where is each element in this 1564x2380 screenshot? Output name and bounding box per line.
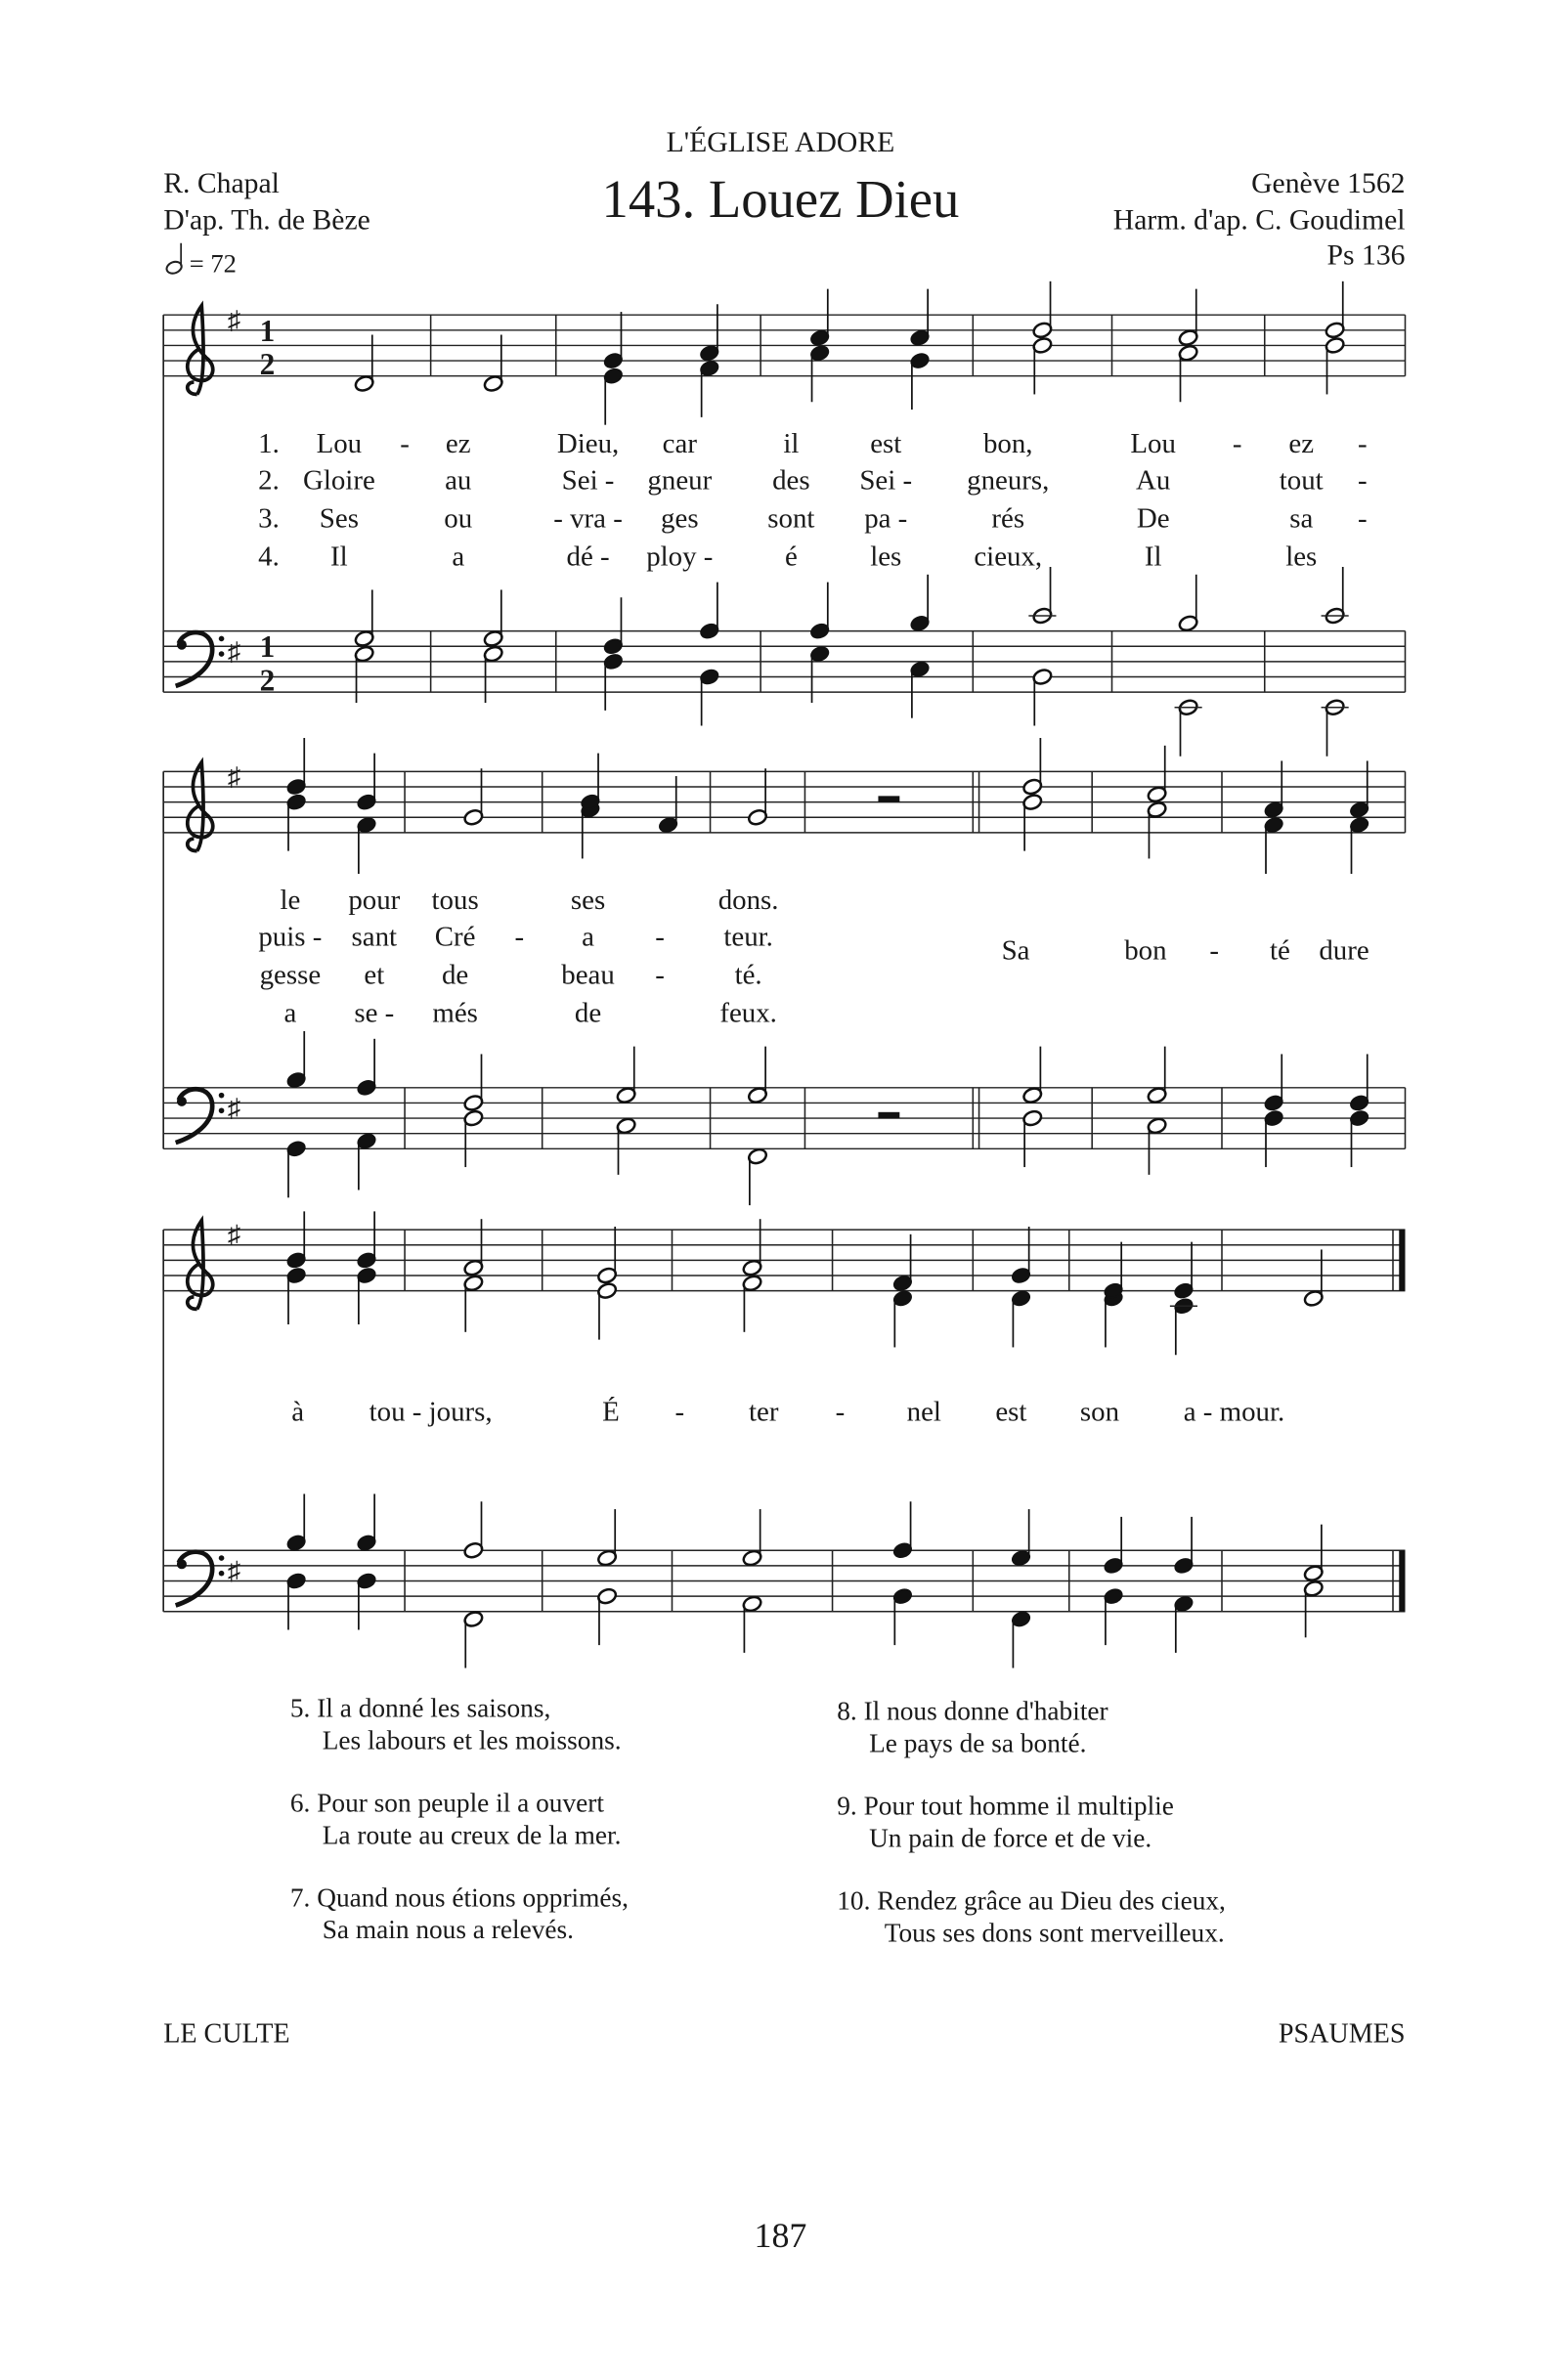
lyric-syllable: a: [582, 921, 594, 953]
lyric-syllable: ez: [445, 427, 471, 459]
verse-6: [290, 1788, 622, 1849]
time-signature-bottom: 2: [259, 663, 276, 698]
key-signature-sharp: ♯: [227, 1220, 241, 1250]
verse-line: 10. Rendez grâce au Dieu des cieux,: [837, 1885, 1226, 1916]
lyric-syllable: Lou: [316, 427, 363, 459]
key-signature-sharp: ♯: [227, 305, 241, 335]
time-signature-top: 1: [259, 313, 276, 348]
chord: [1011, 1509, 1032, 1668]
lyric-syllable: se -: [354, 997, 395, 1029]
final-barline: [1399, 1230, 1405, 1291]
lyric-syllable: Il: [1144, 541, 1162, 573]
verse-line: 5. Il a donné les saisons,: [289, 1693, 551, 1723]
lyric-syllable: a: [283, 997, 297, 1029]
lyric-syllable: Il: [330, 541, 348, 573]
lyric-syllable: tous: [431, 885, 479, 916]
lyric-syllable: é: [784, 541, 798, 573]
bass-staff: [163, 1493, 1405, 1667]
verse-4-lyrics: [283, 998, 776, 1029]
author-line-1: R. Chapal: [163, 168, 280, 200]
lyric-syllable: Gloire: [302, 464, 375, 497]
lyric-syllable: tou - jours,: [369, 1396, 493, 1428]
footer-right: PSAUMES: [1278, 2018, 1406, 2050]
lyric-syllable: 4.: [258, 541, 280, 573]
half-rest: [878, 796, 899, 801]
chord: [285, 738, 307, 851]
verse-line: 6. Pour son peuple il a ouvert: [289, 1788, 604, 1818]
source-line-2: Harm. d'ap. C. Goudimel: [1112, 204, 1406, 237]
lyric-syllable: les: [1285, 541, 1318, 573]
source-line-3: Ps 136: [1326, 239, 1406, 272]
lyric-syllable: - vra -: [553, 502, 623, 535]
lyric-syllable: feux.: [719, 997, 777, 1029]
lyric-syllable: ges: [661, 502, 699, 535]
lyric-syllable: -: [1209, 934, 1219, 967]
lyric-syllable: -: [1232, 427, 1242, 459]
lyric-syllable: de: [441, 959, 469, 991]
chord: [483, 335, 504, 393]
lyric-syllable: pa -: [864, 502, 908, 535]
chord: [747, 768, 768, 826]
chord: [356, 1211, 377, 1324]
lyric-syllable: É: [602, 1396, 620, 1428]
lyric-syllable: de: [574, 997, 602, 1029]
lyric-syllable: -: [655, 959, 665, 991]
lyric-syllable: -: [514, 921, 525, 953]
lyric-syllable: ou: [444, 502, 473, 535]
verse-8: [837, 1697, 1108, 1758]
chord: [463, 768, 485, 826]
refrain-lyrics: [291, 1395, 1284, 1427]
verse-line: 7. Quand nous étions opprimés,: [289, 1882, 630, 1913]
verse-4-lyrics: [258, 541, 1317, 572]
lyric-syllable: son: [1079, 1396, 1120, 1428]
chord: [1325, 281, 1346, 395]
lyric-syllable: De: [1136, 502, 1170, 535]
verse-1-lyrics: [258, 428, 1367, 459]
lyric-syllable: Dieu,: [556, 427, 620, 459]
verse-3-lyrics: [260, 960, 762, 991]
treble-clef-icon: [188, 762, 213, 851]
verse-7: [290, 1882, 629, 1944]
bass-staff: [163, 567, 1405, 757]
lyric-syllable: Sei -: [859, 464, 913, 497]
additional-verses: [290, 1694, 1226, 1948]
verse-line: 8. Il nous donne d'habiter: [837, 1696, 1108, 1726]
bass-staff: [163, 1031, 1405, 1205]
lyric-syllable: est: [995, 1396, 1027, 1428]
half-rest: [878, 1112, 899, 1118]
chord: [602, 597, 624, 711]
treble-staff: [163, 738, 1405, 874]
lyric-syllable: gneurs,: [967, 464, 1050, 497]
lyric-syllable: 3.: [258, 502, 280, 535]
chord: [1263, 1054, 1284, 1167]
verse-line: 9. Pour tout homme il multiplie: [837, 1791, 1174, 1821]
chord: [463, 1054, 485, 1167]
bass-clef-icon: [176, 1552, 225, 1606]
chord: [596, 1227, 618, 1340]
lyric-syllable: et: [364, 959, 385, 991]
verse-line: Les labours et les moissons.: [322, 1725, 622, 1755]
lyric-syllable: teur.: [723, 921, 773, 953]
verse-2-lyrics: [258, 464, 1367, 496]
chord: [658, 776, 679, 834]
lyric-syllable: -: [674, 1396, 685, 1428]
lyric-syllable: 2.: [258, 464, 280, 497]
chord: [747, 1047, 768, 1206]
lyric-syllable: a - mour.: [1183, 1396, 1285, 1428]
lyric-syllable: dé -: [566, 541, 610, 573]
lyric-syllable: -: [400, 427, 410, 459]
chord: [909, 289, 931, 410]
lyric-syllable: té: [1269, 934, 1290, 967]
chord: [616, 1047, 637, 1175]
lyric-syllable: -: [1357, 464, 1368, 497]
lyric-syllable: sant: [351, 921, 398, 953]
chord: [580, 754, 601, 859]
lyric-syllable: Sei -: [561, 464, 615, 497]
lyric-syllable: tout: [1279, 464, 1324, 497]
verse-3-lyrics: [258, 502, 1367, 534]
chord: [1021, 738, 1043, 851]
lyric-syllable: le: [280, 885, 301, 916]
verse-2-lyrics: [258, 922, 773, 953]
chord: [1303, 1249, 1325, 1307]
lyric-syllable: bon: [1124, 934, 1167, 967]
lyric-syllable: -: [1357, 502, 1368, 535]
treble-clef-icon: [188, 306, 213, 395]
bass-clef-icon: [176, 1089, 225, 1143]
refrain-lyrics: [1002, 935, 1369, 967]
verse-1-lyrics: [280, 885, 778, 916]
lyric-syllable: bon,: [982, 427, 1033, 459]
lyric-syllable: dure: [1319, 934, 1369, 967]
lyric-syllable: cieux,: [974, 541, 1043, 573]
source-line-1: Genève 1562: [1251, 168, 1406, 200]
verse-line: Sa main nous a relevés.: [322, 1915, 574, 1945]
lyric-syllable: sont: [767, 502, 815, 535]
verse-5: [290, 1694, 622, 1755]
lyric-syllable: nel: [906, 1396, 941, 1428]
tempo-marking: = 72: [189, 248, 237, 279]
lyric-syllable: à: [291, 1396, 305, 1428]
verse-line: Tous ses dons sont merveilleux.: [884, 1918, 1225, 1948]
lyric-syllable: Lou: [1130, 427, 1176, 459]
treble-staff: [163, 1211, 1405, 1355]
lyric-syllable: gneur: [647, 464, 713, 497]
chord: [1175, 575, 1202, 757]
chord: [1032, 281, 1054, 395]
lyric-syllable: ses: [570, 885, 606, 916]
lyric-syllable: dons.: [717, 885, 779, 916]
verse-line: Le pays de sa bonté.: [869, 1728, 1087, 1758]
lyric-syllable: a: [452, 541, 465, 573]
lyric-syllable: des: [772, 464, 810, 497]
chord: [809, 583, 831, 703]
lyric-syllable: té.: [734, 959, 762, 991]
lyric-syllable: més: [432, 997, 478, 1029]
chord: [1170, 1242, 1197, 1356]
lyric-syllable: 1.: [258, 427, 280, 459]
lyric-syllable: Sa: [1001, 934, 1030, 967]
lyric-syllable: car: [662, 427, 697, 459]
lyric-syllable: rés: [991, 502, 1025, 535]
lyric-syllable: beau: [561, 959, 615, 991]
chord: [1349, 1054, 1370, 1167]
lyric-syllable: -: [1357, 427, 1368, 459]
time-signature-bottom: 2: [259, 347, 276, 382]
section-heading: L'ÉGLISE ADORE: [666, 127, 895, 158]
verse-9: [837, 1792, 1174, 1853]
time-signature-top: 1: [259, 629, 276, 665]
chord: [602, 312, 624, 425]
half-note-icon: [165, 243, 184, 276]
final-barline: [1399, 1550, 1405, 1612]
lyric-syllable: il: [783, 427, 800, 459]
lyric-syllable: gesse: [259, 959, 322, 991]
lyric-syllable: -: [655, 921, 665, 953]
chord: [463, 1501, 485, 1667]
chord: [356, 1039, 377, 1190]
chord: [596, 1509, 618, 1645]
lyric-syllable: est: [870, 427, 902, 459]
lyrics: [258, 428, 1369, 1428]
lyric-syllable: ez: [1288, 427, 1315, 459]
treble-clef-icon: [188, 1221, 213, 1310]
hymn-title: 143. Louez Dieu: [601, 169, 960, 230]
chord: [285, 1211, 307, 1324]
lyric-syllable: ploy -: [646, 541, 714, 573]
lyric-syllable: Cré: [434, 921, 476, 953]
chord: [1147, 1047, 1168, 1175]
author-line-2: D'ap. Th. de Bèze: [163, 204, 370, 237]
chord: [892, 1501, 914, 1645]
chord: [356, 1493, 377, 1629]
verse-line: La route au creux de la mer.: [322, 1820, 622, 1850]
chord: [1173, 1517, 1195, 1653]
chord: [285, 1493, 307, 1629]
lyric-syllable: au: [445, 464, 472, 497]
lyric-syllable: puis -: [258, 921, 323, 953]
key-signature-sharp: ♯: [227, 1555, 241, 1585]
lyric-syllable: Au: [1136, 464, 1171, 497]
page-number: 187: [754, 2215, 807, 2255]
lyric-syllable: sa: [1289, 502, 1314, 535]
chord: [285, 1031, 307, 1197]
lyric-syllable: Ses: [319, 502, 359, 535]
lyric-syllable: ter: [749, 1396, 779, 1428]
footer-left: LE CULTE: [163, 2018, 290, 2050]
chord: [354, 335, 375, 393]
lyric-syllable: pour: [348, 885, 401, 916]
treble-staff: [163, 281, 1405, 425]
bass-clef-icon: [176, 632, 225, 686]
chord: [699, 583, 720, 726]
key-signature-sharp: ♯: [227, 1093, 241, 1123]
lyric-syllable: -: [835, 1396, 846, 1428]
verse-line: Un pain de force et de vie.: [869, 1823, 1152, 1853]
verse-10: [837, 1885, 1226, 1947]
key-signature-sharp: ♯: [227, 761, 241, 792]
lyric-syllable: les: [870, 541, 902, 573]
key-signature-sharp: ♯: [227, 636, 241, 667]
chord: [1103, 1242, 1124, 1348]
